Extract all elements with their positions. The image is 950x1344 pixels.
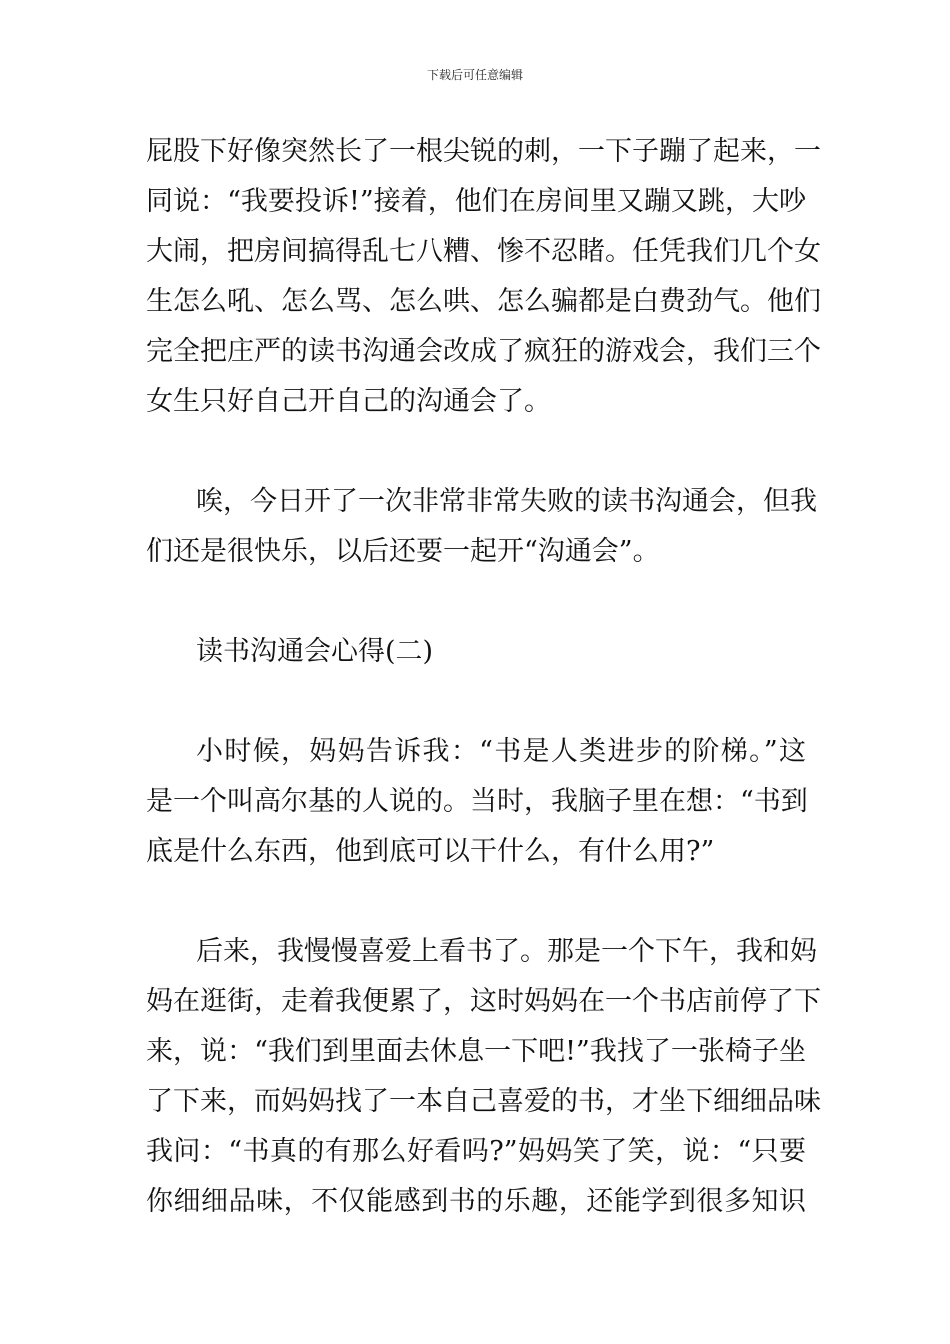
text-line: 屁股下好像突然长了一根尖锐的刺，一下子蹦了起来，一 [146, 136, 821, 167]
text-line: 你细细品味，不仅能感到书的乐趣，还能学到很多知识 [146, 1186, 806, 1217]
text-line: 来，说：“我们到里面去休息一下吧!”我找了一张椅子坐 [146, 1036, 806, 1067]
text-line: 是一个叫高尔基的人说的。当时，我脑子里在想：“书到 [146, 786, 808, 817]
text-line: 生怎么吼、怎么骂、怎么哄、怎么骗都是白费劲气。他们 [146, 286, 821, 317]
text-line: 了下来，而妈妈找了一本自己喜爱的书，才坐下细细品味 [146, 1086, 821, 1117]
text-line: 女生只好自己开自己的沟通会了。 [146, 386, 551, 417]
text-line: 我问：“书真的有那么好看吗?”妈妈笑了笑，说：“只要 [146, 1136, 806, 1167]
text-line: 同说：“我要投诉!”接着，他们在房间里又蹦又跳，大吵 [146, 186, 806, 217]
text-line: 大闹，把房间搞得乱七八糟、惨不忍睹。任凭我们几个女 [146, 236, 821, 267]
text-line: 后来，我慢慢喜爱上看书了。那是一个下午，我和妈 [196, 936, 817, 967]
text-line: 妈在逛街，走着我便累了，这时妈妈在一个书店前停了下 [146, 986, 821, 1017]
text-line: 小时候，妈妈告诉我：“书是人类进步的阶梯。”这 [196, 736, 806, 767]
text-line: 们还是很快乐，以后还要一起开“沟通会”。 [146, 536, 660, 567]
text-line: 底是什么东西，他到底可以干什么，有什么用?” [146, 836, 715, 867]
section-title: 读书沟通会心得(二) [196, 636, 434, 667]
text-line: 唉，今日开了一次非常非常失败的读书沟通会，但我 [196, 486, 817, 517]
page-header: 下载后可任意编辑 [426, 68, 523, 82]
text-line: 完全把庄严的读书沟通会改成了疯狂的游戏会，我们三个 [146, 336, 821, 367]
